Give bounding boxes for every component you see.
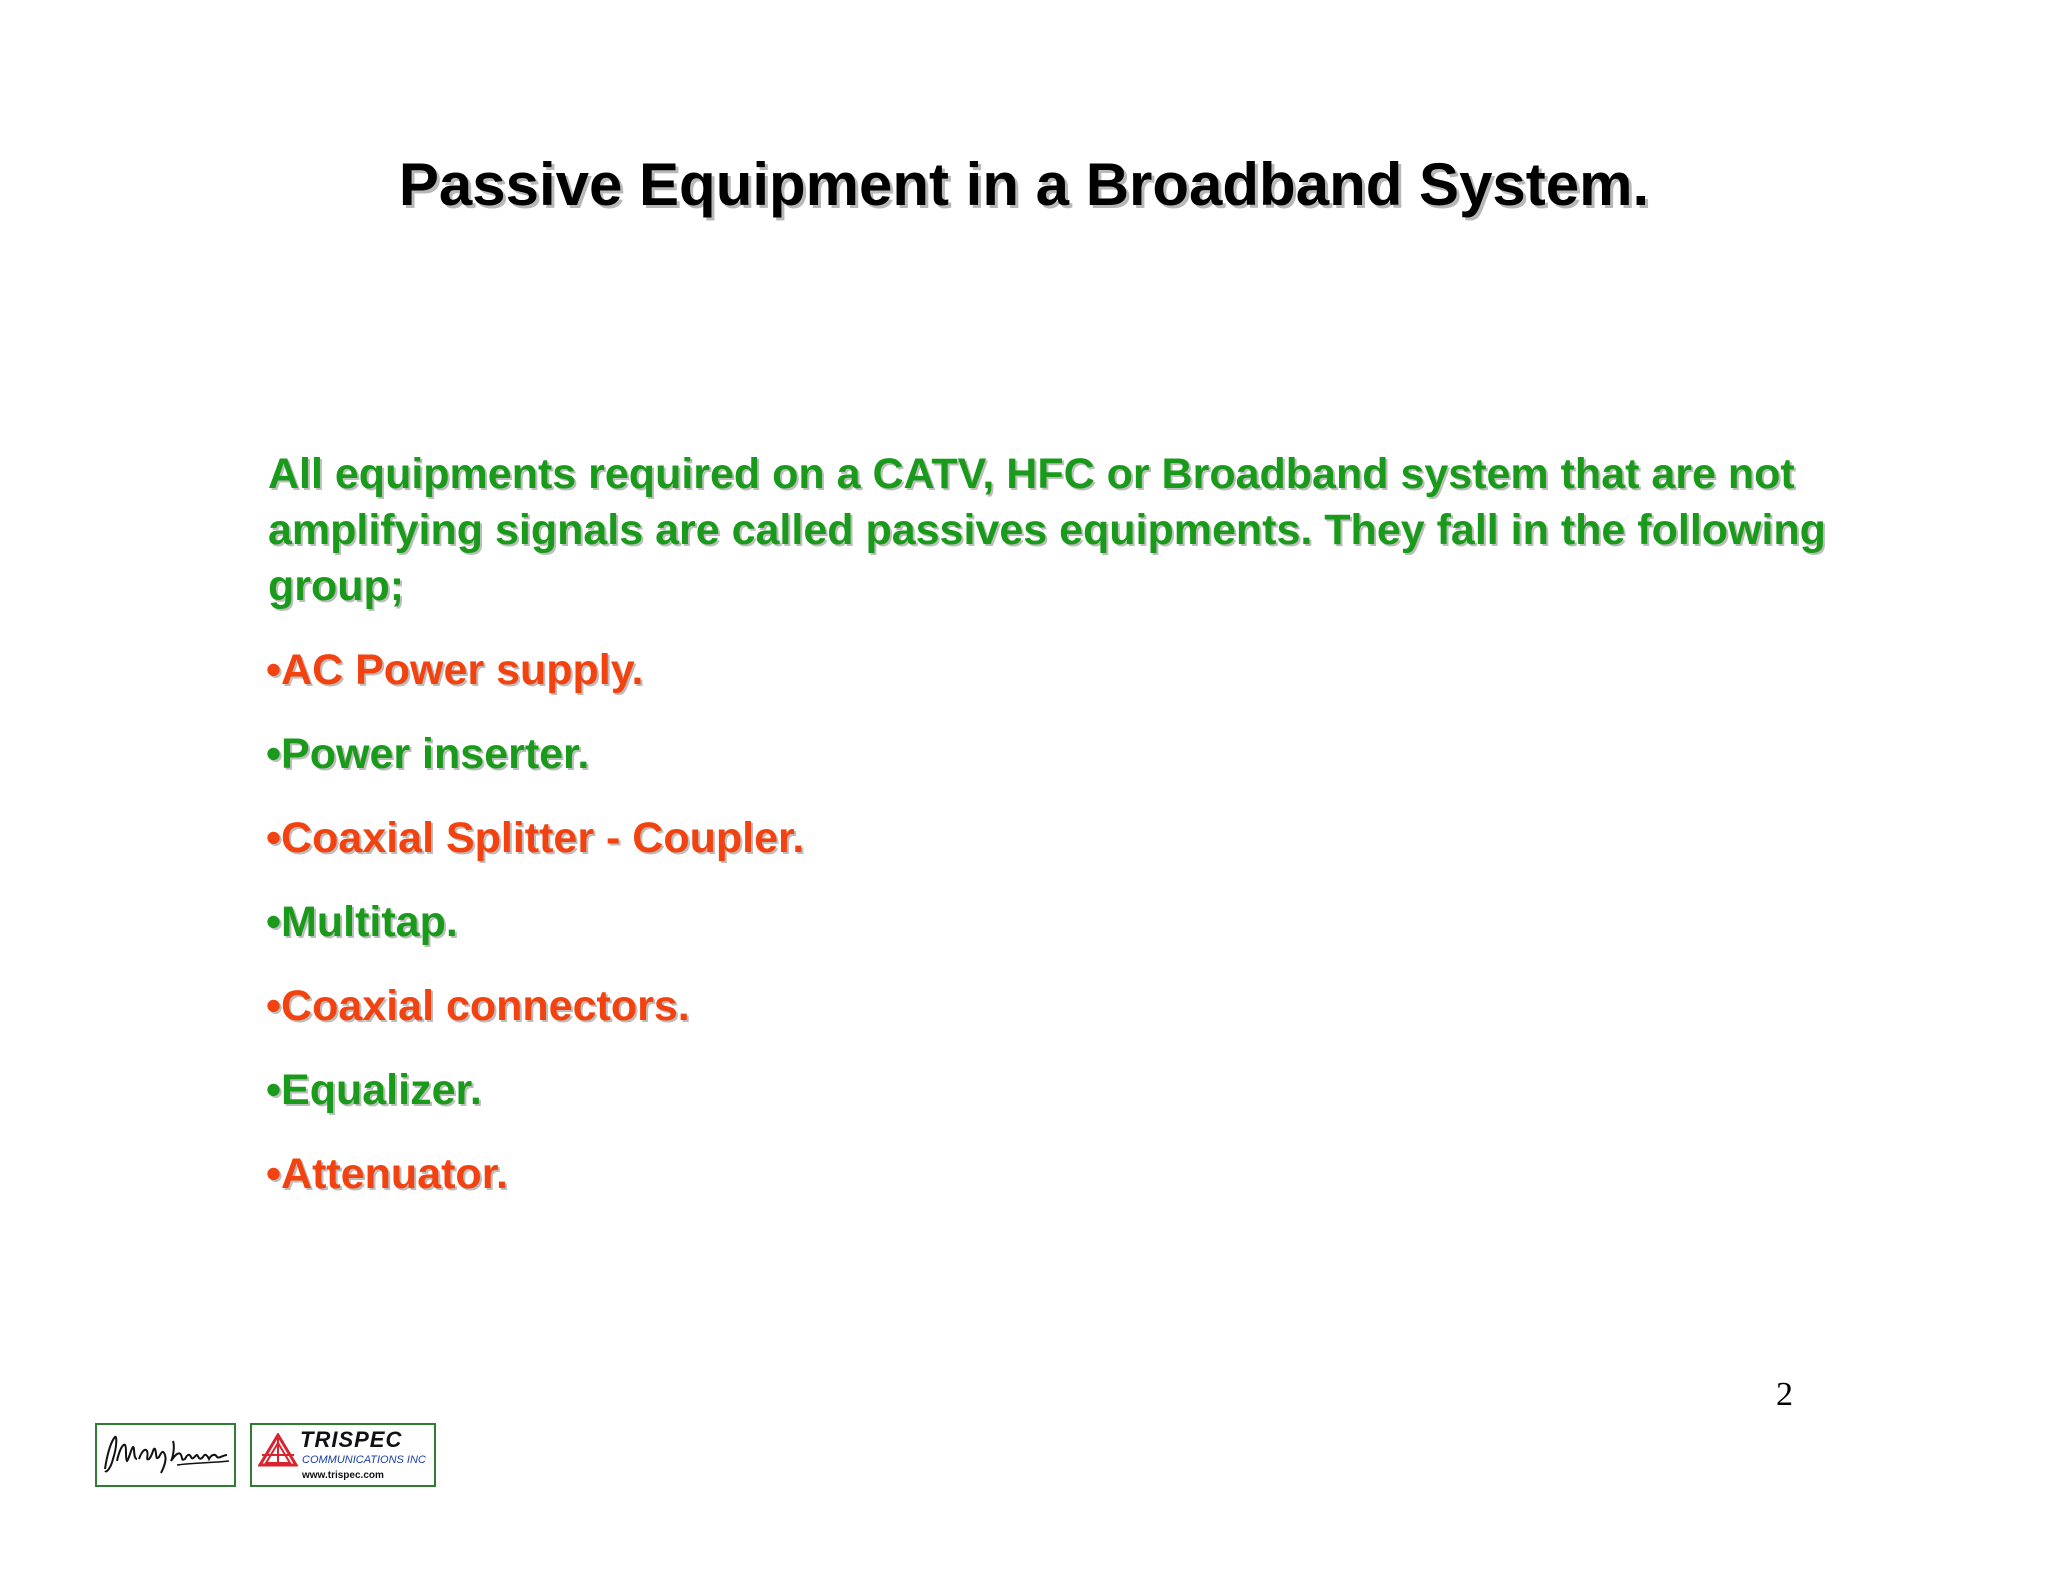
bullet-item: •Multitap. xyxy=(266,898,458,946)
bullet-item: •Coaxial connectors. xyxy=(266,982,690,1030)
company-logo xyxy=(250,1423,436,1487)
slide-title: Passive Equipment in a Broadband System. xyxy=(398,151,1650,218)
bullet-list xyxy=(266,642,804,1230)
bullet-item: •AC Power supply. xyxy=(266,646,644,694)
bullet-item: •Attenuator. xyxy=(266,1150,509,1198)
signature-logo xyxy=(95,1423,236,1487)
bullet-item: •Power inserter. xyxy=(266,730,590,778)
logo-url: www.trispec.com xyxy=(302,1470,384,1481)
intro-paragraph: All equipments required on a CATV, HFC or Broadband system that are not amplifying signals are called passives equipments. They fall in the following group; xyxy=(268,450,1826,610)
signature-icon xyxy=(97,1425,234,1485)
logo-brand: TRISPEC xyxy=(300,1427,403,1452)
bullet-item: •Equalizer. xyxy=(266,1066,482,1114)
logo-subtitle: COMMUNICATIONS INC xyxy=(302,1454,426,1466)
bullet-item: •Coaxial Splitter - Coupler. xyxy=(266,814,805,862)
page-number: 2 xyxy=(1776,1376,1793,1413)
trispec-logo-icon xyxy=(258,1433,298,1467)
